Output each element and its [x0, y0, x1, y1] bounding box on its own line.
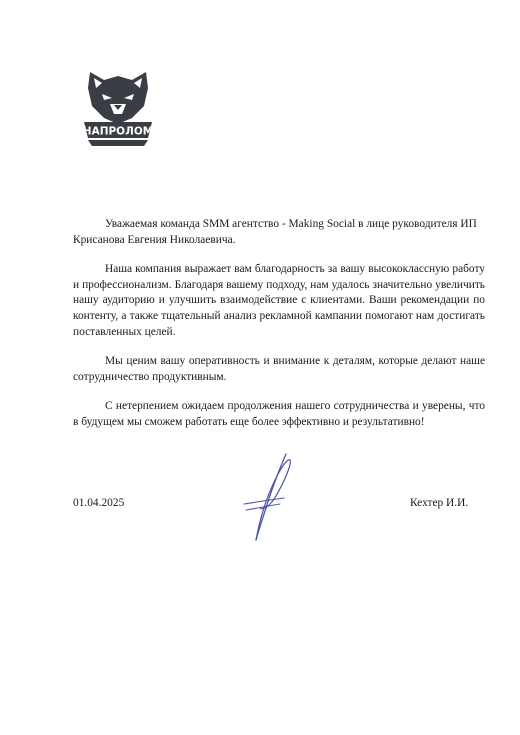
greeting: Уважаемая команда SMM агентство - Making Social в лице руководителя ИП Крисанова Евгения Николаевича. [73, 218, 477, 246]
company-logo [78, 66, 158, 150]
handwritten-signature [236, 448, 300, 544]
letter-body [73, 217, 485, 445]
signature-icon [236, 448, 300, 544]
paragraph: С нетерпением ожидаем продолжения нашего сотрудничества и уверены, что в будущем мы сможем работать еще более эффективно и результативно! [73, 400, 485, 428]
bear-logo-icon [78, 66, 158, 150]
paragraph: Наша компания выражает вам благодарность за вашу высококлассную работу и профессионализм. Благодаря вашему подходу, нам удалось значительно увеличить нашу аудиторию и улучшить взаимодействие с клиентами. Ваши рекомендации по контенту, а также тщательный анализ рекламной кампании помогают нам достигать поставленных целей. [73, 263, 485, 338]
signatory-name: Кехтер И.И. [410, 497, 469, 509]
paragraph: Мы ценим вашу оперативность и внимание к деталям, которые делают наше сотрудничество продуктивным. [73, 355, 485, 383]
logo-brand-text: НАПРОЛОМ [82, 125, 154, 138]
letter-date: 01.04.2025 [73, 497, 125, 509]
